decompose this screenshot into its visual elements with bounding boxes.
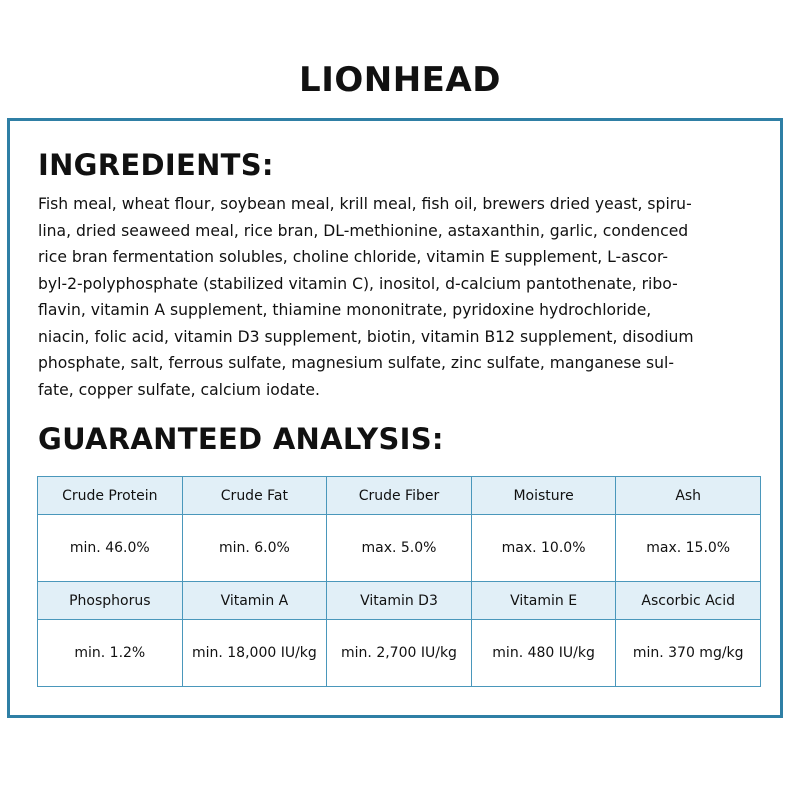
analysis-label-cell: Vitamin E (471, 582, 616, 620)
analysis-value-cell: max. 10.0% (471, 515, 616, 582)
ingredients-line: flavin, vitamin A supplement, thiamine mononitrate, pyridoxine hydrochloride, (38, 301, 652, 319)
analysis-label-row (38, 477, 761, 515)
guaranteed-analysis-table (37, 476, 761, 687)
ingredients-line: Fish meal, wheat flour, soybean meal, krill meal, fish oil, brewers dried yeast, spiru- (38, 195, 692, 213)
info-panel (7, 118, 783, 718)
analysis-label-cell: Vitamin A (182, 582, 327, 620)
analysis-label-cell: Crude Protein (38, 477, 183, 515)
analysis-value-cell: max. 5.0% (327, 515, 472, 582)
analysis-label-cell: Phosphorus (38, 582, 183, 620)
analysis-label-cell: Crude Fiber (327, 477, 472, 515)
analysis-value-cell: min. 370 mg/kg (616, 620, 761, 687)
ingredients-line: fate, copper sulfate, calcium iodate. (38, 380, 320, 399)
analysis-value-cell: max. 15.0% (616, 515, 761, 582)
analysis-value-cell: min. 46.0% (38, 515, 183, 582)
analysis-label-cell: Vitamin D3 (327, 582, 472, 620)
analysis-label-cell: Ash (616, 477, 761, 515)
analysis-value-cell: min. 18,000 IU/kg (182, 620, 327, 687)
ingredients-heading: INGREDIENTS: (38, 148, 274, 182)
ingredients-list (38, 191, 756, 403)
analysis-label-cell: Moisture (471, 477, 616, 515)
analysis-label-row (38, 582, 761, 620)
ingredients-line: niacin, folic acid, vitamin D3 supplement, biotin, vitamin B12 supplement, disodium (38, 327, 694, 346)
analysis-value-cell: min. 1.2% (38, 620, 183, 687)
analysis-value-cell: min. 6.0% (182, 515, 327, 582)
analysis-label-cell: Crude Fat (182, 477, 327, 515)
analysis-value-cell: min. 2,700 IU/kg (327, 620, 472, 687)
analysis-heading: GUARANTEED ANALYSIS: (38, 422, 444, 456)
ingredients-line: byl-2-polyphosphate (stabilized vitamin C), inositol, d-calcium pantothenate, ribo- (38, 274, 678, 293)
ingredients-line: rice bran fermentation solubles, choline chloride, vitamin E supplement, L-ascor- (38, 248, 668, 266)
analysis-value-cell: min. 480 IU/kg (471, 620, 616, 687)
ingredients-line: phosphate, salt, ferrous sulfate, magnesium sulfate, zinc sulfate, manganese sul- (38, 354, 675, 372)
analysis-label-cell: Ascorbic Acid (616, 582, 761, 620)
ingredients-line: lina, dried seaweed meal, rice bran, DL-methionine, astaxanthin, garlic, condenced (38, 221, 689, 240)
analysis-value-row (38, 620, 761, 687)
product-title: LIONHEAD (299, 60, 501, 100)
analysis-value-row (38, 515, 761, 582)
